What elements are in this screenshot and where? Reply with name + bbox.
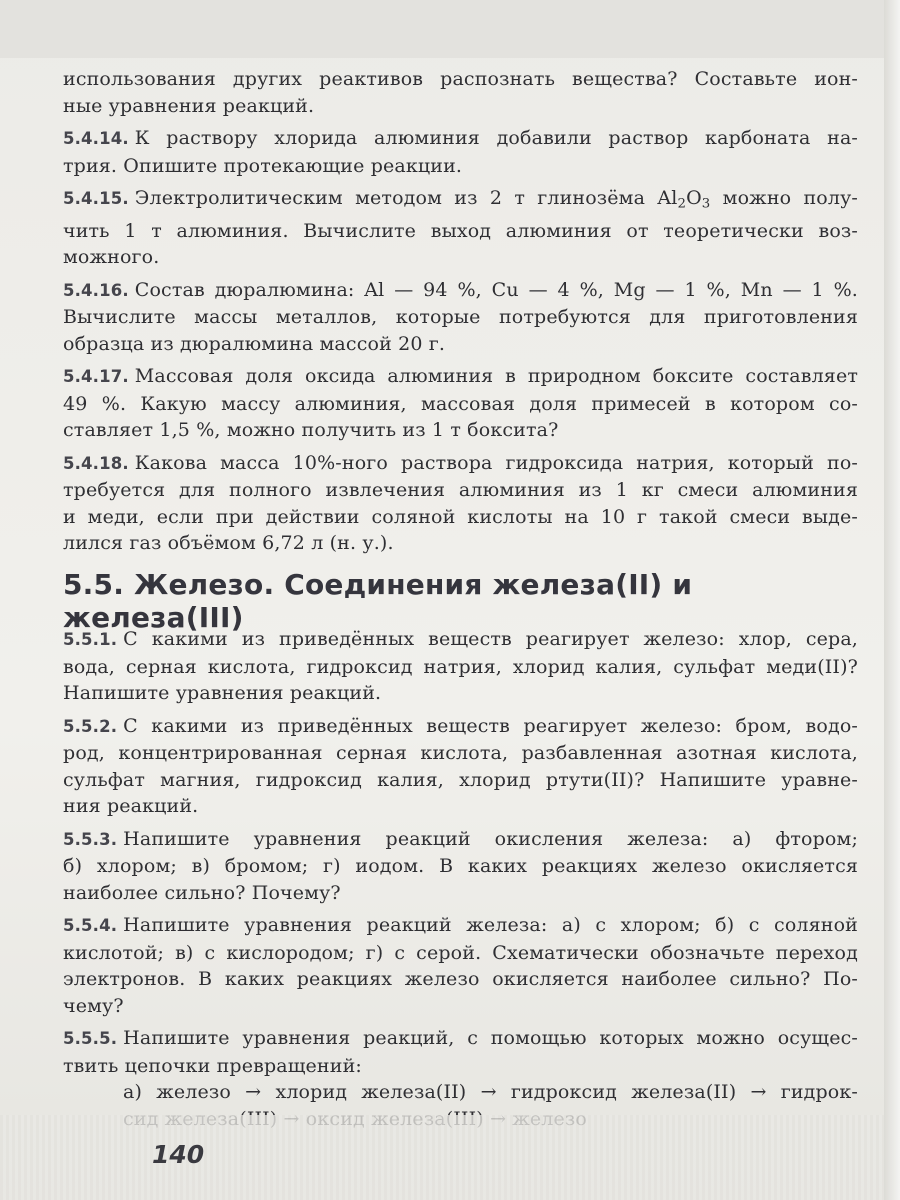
exercise-number: 5.5.4. (63, 916, 118, 935)
exercise-number: 5.5.1. (63, 630, 118, 649)
page-footer-band (0, 1115, 884, 1200)
exercise-number: 5.4.16. (63, 280, 129, 300)
exercise-5-5-4: 5.5.4. Напишите уравнения реакций железа: а) с хлором; б) с соляной кислотой; в) с кислородом; г) с серой. Схематически обозначьте переход электронов. В каких реакциях железо окисляется наиболее сильно? По- чему? (63, 914, 858, 1017)
page-number: 140 (152, 1140, 205, 1169)
exercise-number: 5.4.17. (63, 367, 129, 387)
exercise-number: 5.5.5. (63, 1029, 118, 1048)
exercise-5-4-17: 5.4.17. Массовая доля оксида алюминия в природном боксите составляет 49 %. Какую массу алюминия, массовая доля примесей в котором со- ставляет 1,5 %, можно получить из 1 т боксита? (63, 365, 858, 442)
exercise-number: 5.5.2. (63, 716, 118, 736)
exercises-5-4 (63, 66, 858, 563)
page-top-shadow (0, 0, 884, 58)
section-heading: 5.5. Железо. Соединения железа(II) и железа(III) (63, 568, 693, 634)
exercise-5-4-15: 5.4.15. Электролитическим методом из 2 т глинозёма $Al_2O_3$ можно полу- чить 1 т алюминия. Вычислите выход алюминия от теоретически воз- можного. (63, 187, 858, 269)
exercise-5-5-1: 5.5.1. С какими из приведённых веществ реагирует железо: хлор, сера, вода, серная кислота, гидроксид натрия, хлорид калия, сульфат меди(II)? Напишите уравнения реакций. (63, 628, 858, 704)
exercise-5-5-3: 5.5.3. Напишите уравнения реакций окисления железа: а) фтором; б) хлором; в) бромом; г) иодом. В каких реакциях железо окисляется наиболее сильно? Почему? (63, 827, 858, 904)
exercise-5-5-5: 5.5.5. Напишите уравнения реакций, с помощью которых можно осущес- твить цепочки превращений: (63, 1027, 858, 1077)
exercise-5-4-14: 5.4.14. К раствору хлорида алюминия добавили раствор карбоната на- трия. Опишите протекающие реакции. (63, 127, 858, 177)
transformation-chain: а) железо → хлорид железа(II) → гидроксид железа(II) → гидрок- (123, 1081, 858, 1103)
exercise-5-4-16: 5.4.16. Состав дюралюмина: Al — 94 %, Cu — 4 %, Mg — 1 %, Mn — 1 %. Вычислите массы металлов, которые потребуются для приготовления образца из дюралюмина массой 20 г. (63, 278, 858, 355)
intro-continuation: использования других реактивов распознать вещества? Составьте ион- ные уравнения реакций. (63, 68, 858, 117)
exercise-number: 5.5.3. (63, 829, 118, 849)
page-edge (884, 0, 900, 1200)
exercise-number: 5.4.15. (63, 189, 129, 208)
exercises-5-5 (63, 626, 858, 1138)
exercise-5-4-18: 5.4.18. Какова масса 10%-ного раствора гидроксида натрия, который по- требуется для полного извлечения алюминия из 1 кг смеси алюминия и меди, если при действии соляной кислоты на 10 г такой смеси выде- лился газ объёмом 6,72 л (н. у.). (63, 451, 858, 555)
exercise-number: 5.4.14. (63, 129, 129, 148)
exercise-5-5-2: 5.5.2. С какими из приведённых веществ реагирует железо: бром, водо- род, концентрированная серная кислота, разбавленная азотная кислота, сульфат магния, гидроксид калия, хлорид ртути(II)? Напишите уравне- ния реакций. (63, 714, 858, 817)
exercise-number: 5.4.18. (63, 453, 129, 473)
